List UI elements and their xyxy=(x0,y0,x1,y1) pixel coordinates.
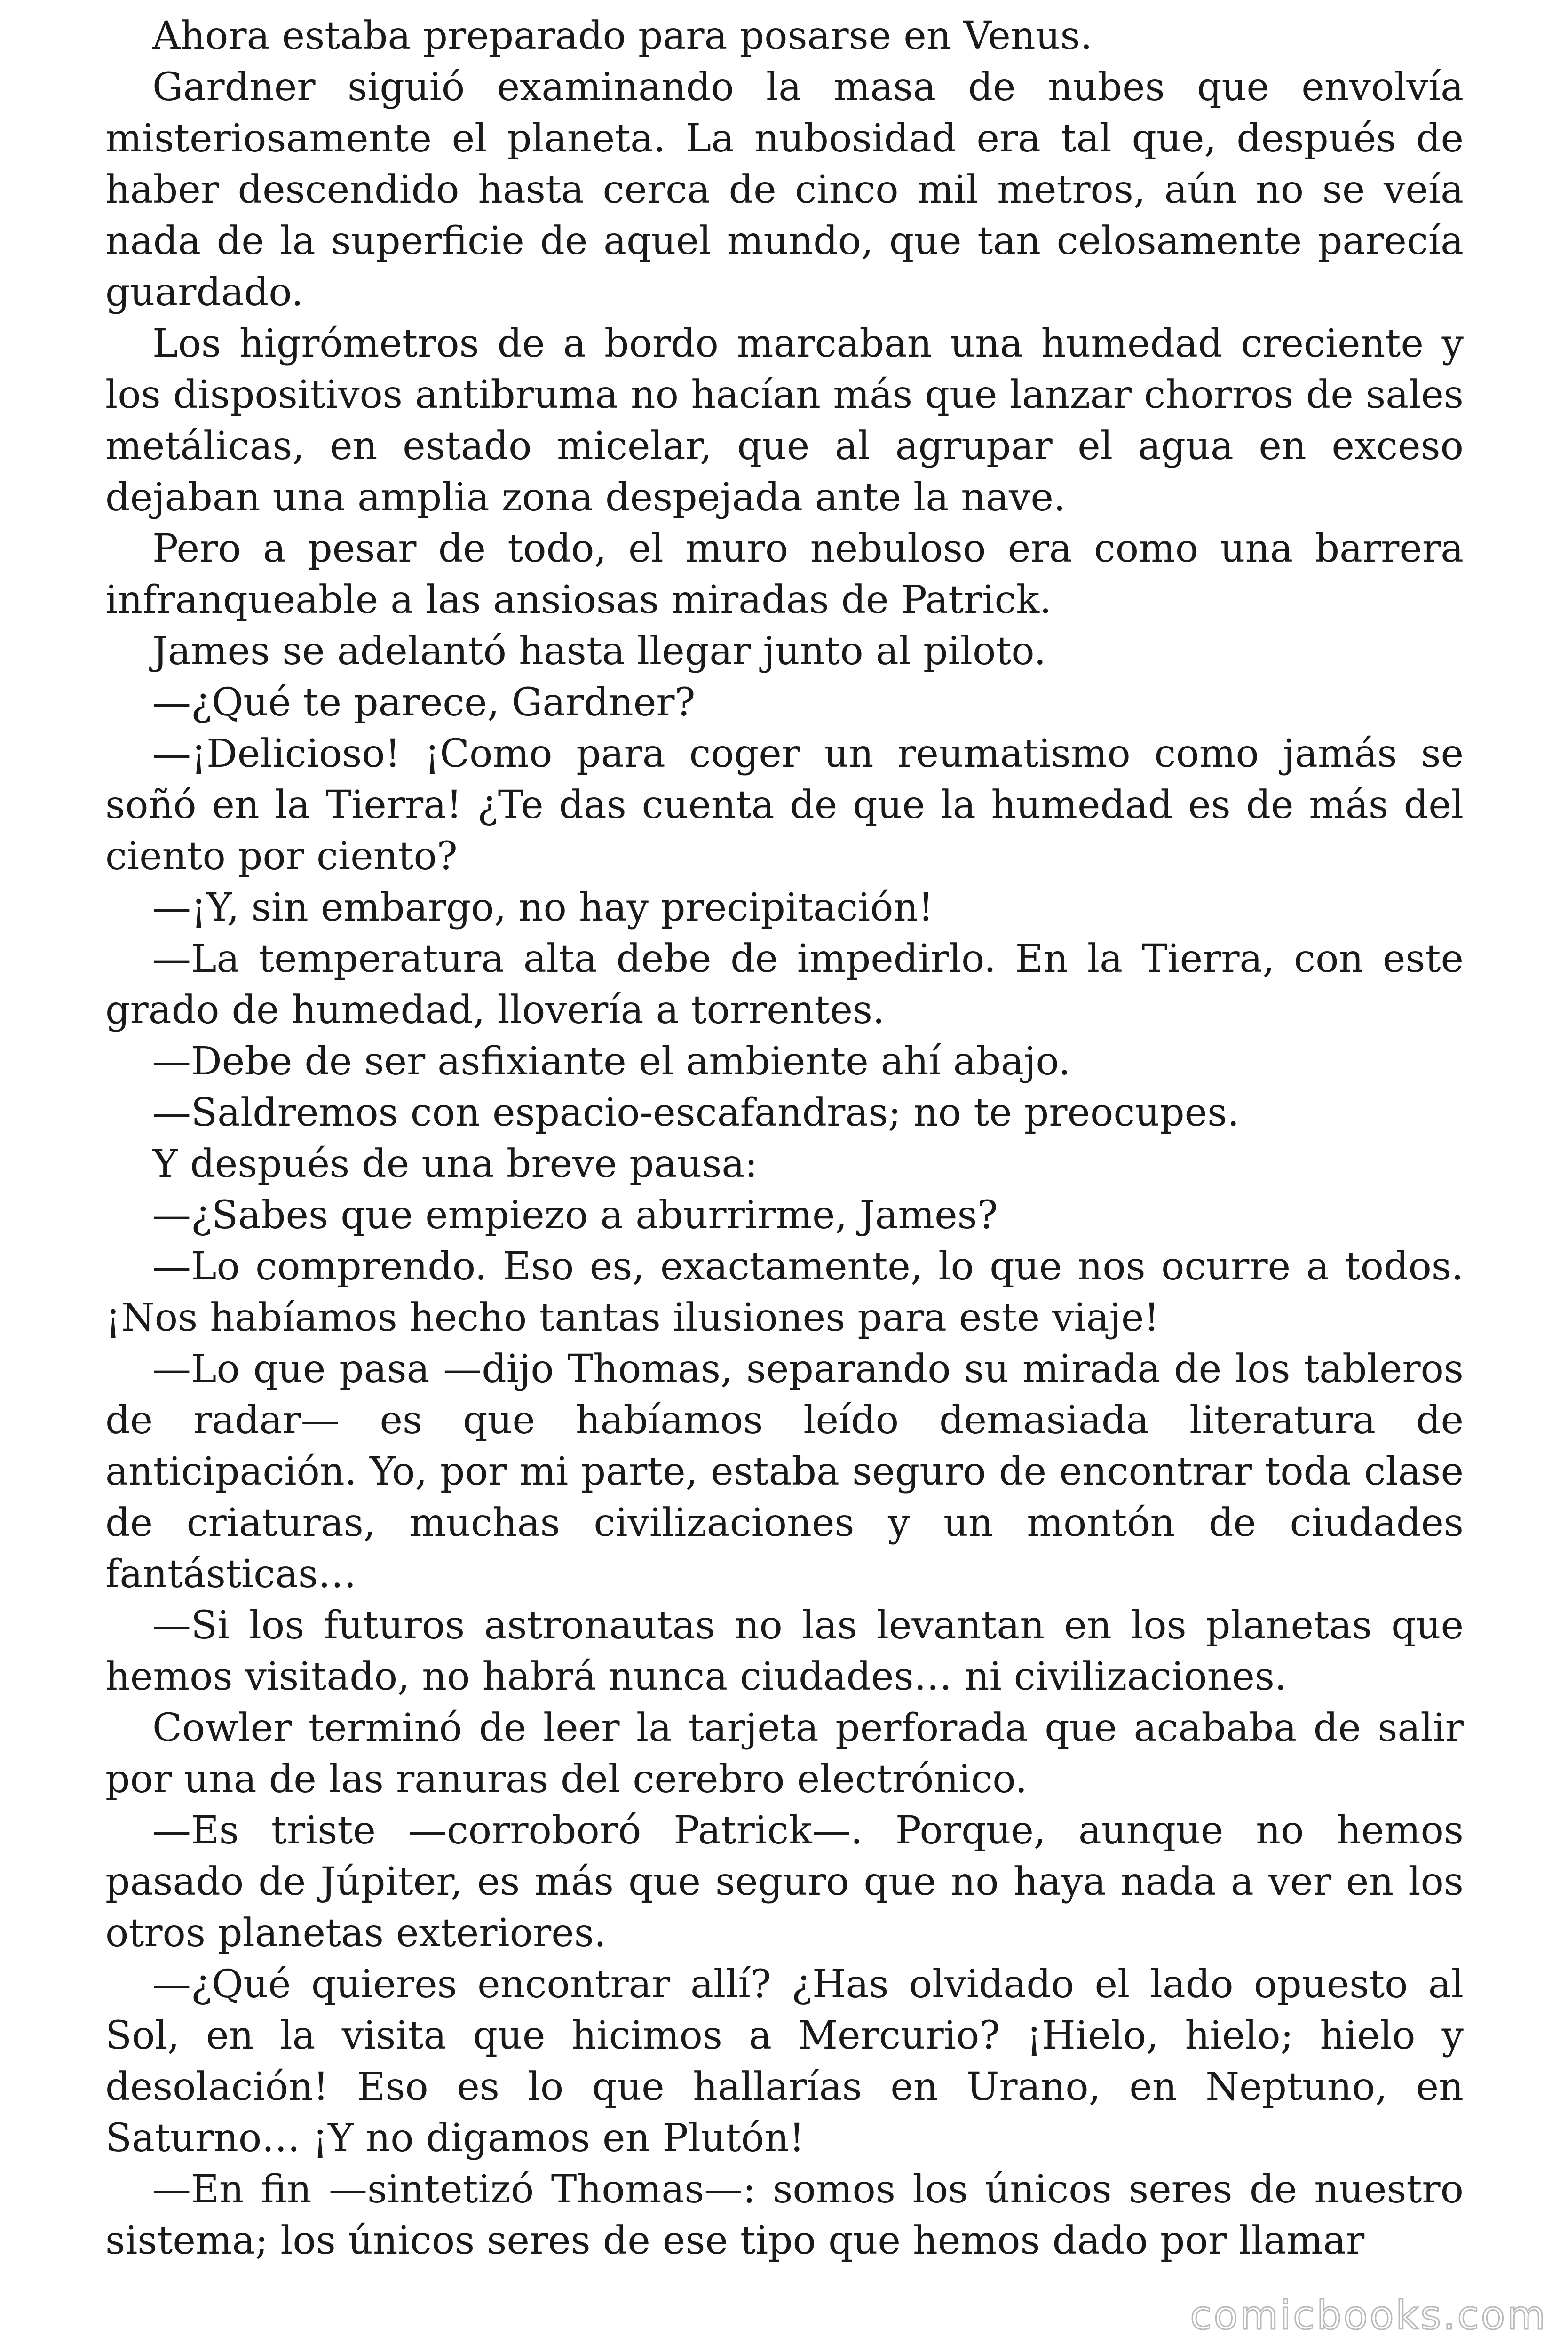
paragraph: —¡Y, sin embargo, no hay precipitación! xyxy=(152,885,934,930)
paragraph: —¿Sabes que empiezo a aburrirme, James? xyxy=(152,1193,998,1238)
paragraph: —¡Delicioso! ¡Como para coger un reumatismo como jamás se soñó en la Tierra! ¿Te das cuenta de que la humedad es de más del ciento por ciento? xyxy=(105,731,1464,879)
paragraph: James se adelantó hasta llegar junto al piloto. xyxy=(152,629,1046,674)
paragraph: —¿Qué te parece, Gardner? xyxy=(152,680,696,725)
book-page xyxy=(105,10,1464,2315)
paragraph: Gardner siguió examinando la masa de nubes que envolvía misteriosamente el planeta. La nubosidad era tal que, después de haber descendido hasta cerca de cinco mil metros, aún no se veía nada de la superficie de aquel mundo, que tan celosamente parecía guardado. xyxy=(105,65,1464,315)
paragraph: —¿Qué quieres encontrar allí? ¿Has olvidado el lado opuesto al Sol, en la visita que hicimos a Mercurio? ¡Hielo, hielo; hielo y desolación! Eso es lo que hallarías en Urano, en Neptuno, en Saturno… ¡Y no digamos en Plutón! xyxy=(105,1962,1464,2161)
paragraph: —La temperatura alta debe de impedirlo. En la Tierra, con este grado de humedad, llovería a torrentes. xyxy=(105,937,1464,1033)
paragraph: —En fin —sintetizó Thomas—: somos los únicos seres de nuestro sistema; los únicos seres de ese tipo que hemos dado por llamar xyxy=(105,2167,1464,2263)
paragraph: —Saldremos con espacio-escafandras; no te preocupes. xyxy=(152,1090,1240,1135)
paragraph: Y después de una breve pausa: xyxy=(152,1142,758,1186)
watermark: comicbooks.com xyxy=(1190,2292,1547,2338)
paragraph: Cowler terminó de leer la tarjeta perforada que acababa de salir por una de las ranuras del cerebro electrónico. xyxy=(105,1706,1464,1802)
paragraph: —Lo que pasa —dijo Thomas, separando su mirada de los tableros de radar— es que habíamos leído demasiada literatura de anticipación. Yo, por mi parte, estaba seguro de encontrar toda clase de criaturas, muchas civilizaciones y un montón de ciudades fantásticas… xyxy=(105,1347,1464,1597)
paragraph: —Lo comprendo. Eso es, exactamente, lo que nos ocurre a todos. ¡Nos habíamos hecho tantas ilusiones para este viaje! xyxy=(105,1244,1464,1340)
paragraph: —Es triste —corroboró Patrick—. Porque, aunque no hemos pasado de Júpiter, es más que seguro que no haya nada a ver en los otros planetas exteriores. xyxy=(105,1808,1464,1955)
paragraph: Ahora estaba preparado para posarse en Venus. xyxy=(152,14,1093,58)
paragraph: —Debe de ser asfixiante el ambiente ahí abajo. xyxy=(152,1039,1071,1084)
paragraph: Pero a pesar de todo, el muro nebuloso era como una barrera infranqueable a las ansiosas miradas de Patrick. xyxy=(105,526,1464,622)
paragraph: —Si los futuros astronautas no las levantan en los planetas que hemos visitado, no habrá nunca ciudades… ni civilizaciones. xyxy=(105,1603,1464,1699)
paragraph: Los higrómetros de a bordo marcaban una humedad creciente y los dispositivos antibruma no hacían más que lanzar chorros de sales metálicas, en estado micelar, que al agrupar el agua en exceso dejaban una amplia zona despejada ante la nave. xyxy=(105,321,1464,520)
